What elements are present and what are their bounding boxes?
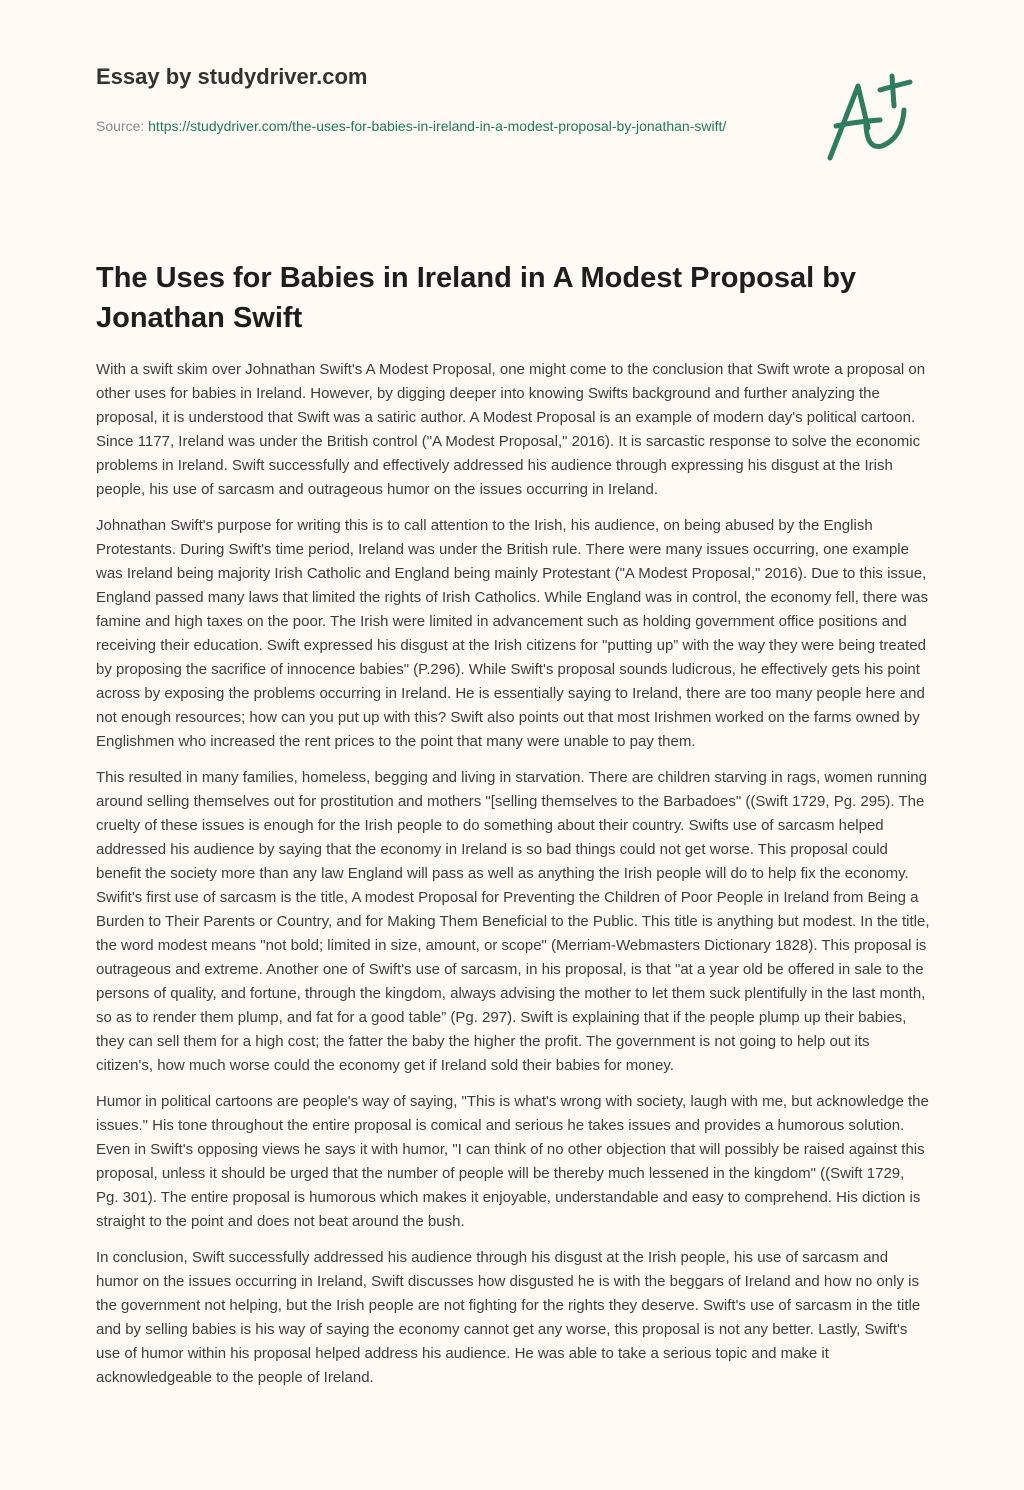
page-header: [96, 62, 776, 138]
essay-title: The Uses for Babies in Ireland in A Modest Proposal by Jonathan Swift: [96, 262, 857, 334]
source-link[interactable]: https://studydriver.com/the-uses-for-babies-in-ireland-in-a-modest-proposal-by-jonathan-swift/: [148, 118, 727, 134]
essay-paragraph: This resulted in many families, homeless, begging and living in starvation. There are children starving in rags, women running around selling themselves out for prostitution and mothers "[selling themselves to the Barbadoes" ((Swift 1729, Pg. 295). The cruelty of these issues is enough for the Irish people to do something about their country. Swifts use of sarcasm helped addressed his audience by saying that the economy in Ireland is so bad things could not get worse. This proposal could benefit the society more than any law England will pass as well as anything the Irish people will do to help fix the economy. Swifit's first use of sarcasm is the title, A modest Proposal for Preventing the Children of Poor People in Ireland from Being a Burden to Their Parents or Country, and for Making Them Beneficial to the Public. This title is anything but modest. In the title, the word modest means "not bold; limited in size, amount, or scope" (Merriam-Webmasters Dictionary 1828). This proposal is outrageous and extreme. Another one of Swift's use of sarcasm, in his proposal, is that "at a year old be offered in sale to the persons of quality, and fortune, through the kingdom, always advising the mother to let them suck plentifully in the last month, so as to render them plump, and fat for a good table” (Pg. 297). Swift is explaining that if the people plump up their babies, they can sell them for a high cost; the fatter the baby the higher the profit. The government is not going to help out its citizen's, how much worse could the economy get if Ireland sold their babies for money.: [96, 769, 930, 1074]
essay-paragraph: In conclusion, Swift successfully addressed his audience through his disgust at the Irish people, his use of sarcasm and humor on the issues occurring in Ireland, Swift discusses how disgusted he is with the beggars of Ireland and how no only is the government not helping, but the Irish people are not fighting for the rights they deserve. Swift's use of sarcasm in the title and by selling babies is his way of saying the economy cannot get any worse, this proposal is not any better. Lastly, Swift's use of humor within his proposal helped address his audience. He was able to take a serious topic and make it acknowledgeable to the people of Ireland.: [96, 1249, 921, 1386]
essay-paragraph: Humor in political cartoons are people's way of saying, "This is what's wrong with society, laugh with me, but acknowledge the issues." His tone throughout the entire proposal is comical and serious he takes issues and provides a humorous solution. Even in Swift's opposing views he says it with humor, "I can think of no other objection that will possibly be raised against this proposal, unless it should be urged that the number of people will be thereby much lessened in the kingdom" ((Swift 1729, Pg. 301). The entire proposal is humorous which makes it enjoyable, understandable and easy to comprehend. His diction is straight to the point and does not beat around the bush.: [96, 1093, 929, 1230]
source-line: [96, 114, 776, 138]
site-title: Essay by studydriver.com: [96, 64, 368, 89]
essay-article: [96, 258, 930, 1402]
essay-paragraph: Johnathan Swift's purpose for writing this is to call attention to the Irish, his audience, on being abused by the English Protestants. During Swift's time period, Ireland was under the British rule. There were many issues occurring, one example was Ireland being majority Irish Catholic and England being mainly Protestant ("A Modest Proposal," 2016). Due to this issue, England passed many laws that limited the rights of Irish Catholics. While England was in control, the economy fell, there was famine and high taxes on the poor. The Irish were limited in advancement such as holding government office positions and receiving their education. Swift expressed his disgust at the Irish citizens for "putting up” with the way they were being treated by proposing the sacrifice of innocence babies" (P.296). While Swift's proposal sounds ludicrous, he effectively gets his point across by exposing the problems occurring in Ireland. He is essentially saying to Ireland, there are too many people here and not enough resources; how can you put up with this? Swift also points out that most Irishmen worked on the farms owned by Englishmen who increased the rent prices to the point that many were unable to pay them.: [96, 517, 929, 750]
source-label: Source:: [96, 118, 149, 134]
a-plus-grade-icon: [822, 68, 926, 164]
essay-paragraph: With a swift skim over Johnathan Swift's A Modest Proposal, one might come to the conclusion that Swift wrote a proposal on other uses for babies in Ireland. However, by digging deeper into knowing Swifts background and further analyzing the proposal, it is understood that Swift was a satiric author. A Modest Proposal is an example of modern day's political cartoon. Since 1177, Ireland was under the British control ("A Modest Proposal," 2016). It is sarcastic response to solve the economic problems in Ireland. Swift successfully and effectively addressed his audience through expressing his disgust at the Irish people, his use of sarcasm and outrageous humor on the issues occurring in Ireland.: [96, 361, 926, 498]
